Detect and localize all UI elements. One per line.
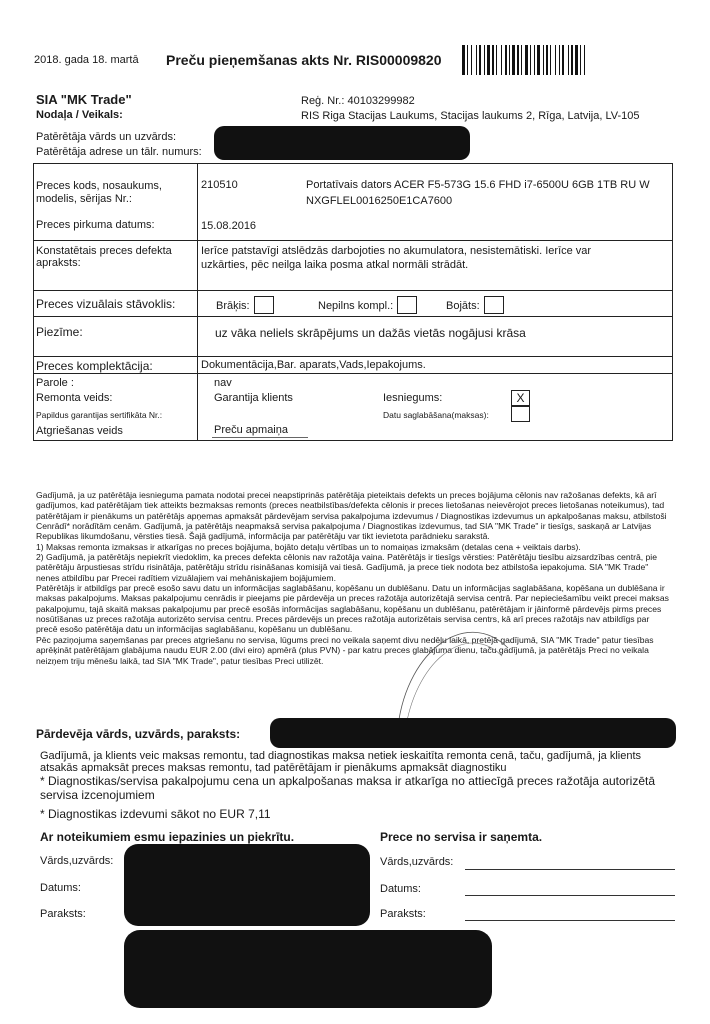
right-signature-label: Paraksts: <box>380 908 426 920</box>
diagnostics-note: Gadījumā, ja klients veic maksas remontu, tad diagnostikas maksa netiek ieskaitīta remonta cenā, taču, gadījumā, ja klients atsakās apmaksāt preces maksas remontu, tad patērētājam ir pienākums apmaksāt diagnostiku <box>40 750 642 774</box>
table-divider <box>33 373 673 374</box>
customer-name-label: Patērētāja vārds un uzvārds: <box>36 131 177 143</box>
incomplete-kit-field <box>318 297 417 315</box>
return-type-label: Atgriešanas veids <box>36 425 123 437</box>
terms-paragraph: Pēc paziņojuma saņemšanas par preces atgriešanu no servisa, lūgums preci no veikala saņemt divu nedēļu laikā, pretējā gadījumā, SIA "MK Trade" patur tiesības aprēķināt patērētājam glabājuma naudu EUR 2.00 (divi eiro) apmērā (plus PVN) - par katru preces glabājuma dienu, taču gadījumā, ja patērētājs Preci no veikala neizņem triju mēnešu laikā, tad SIA "MK Trade", patur tiesības Preci utilizēt. <box>36 634 654 666</box>
barcode <box>462 45 694 75</box>
store-address: RIS Riga Stacijas Laukums, Stacijas laukums 2, Rīga, Latvija, LV-105 <box>301 110 640 122</box>
left-signature-label: Paraksts: <box>40 908 86 920</box>
right-date-label: Datums: <box>380 883 421 895</box>
note-text: uz vāka neliels skrāpējums un dažās vietās nogājusi krāsa <box>215 326 526 340</box>
terms-paragraph: 1) Maksas remonta izmaksas ir atkarīgas no preces bojājuma, bojāto detaļu vērtības un to nomaiņas izmaksām (detalas cena + veiktais darbs). <box>36 541 581 552</box>
purchase-date-label: Preces pirkuma datums: <box>36 219 155 231</box>
damaged-field <box>446 297 504 315</box>
return-type-underline <box>212 437 308 438</box>
purchase-date: 15.08.2016 <box>201 220 257 232</box>
agreement-title: Ar noteikumiem esmu iepazinies un piekrītu. <box>40 830 295 844</box>
note-label: Piezīme: <box>36 325 83 339</box>
password-value: nav <box>214 377 232 389</box>
diagnostics-price-note: * Diagnostikas/servisa pakalpojumu cena un apkalpošanas maksa ir atkarīga no attiecīgā preces ražotāja autorizētā servisa izcenojumiem <box>40 774 656 802</box>
damaged-checkbox[interactable] <box>484 296 504 314</box>
defect-line-1: Ierīce patstavīgi atslēdzās darbojoties no akumulatora, nesistemātiski. Ierīce var <box>201 245 592 257</box>
kit-text: Dokumentācija,Bar. aparats,Vads,Iepakojums. <box>201 359 426 371</box>
redacted-customer-signature <box>124 844 370 926</box>
data-backup-label: Datu saglabāšana(maksas): <box>383 410 489 420</box>
data-backup-checkbox[interactable] <box>511 406 530 422</box>
table-divider <box>33 356 673 357</box>
scratch-field <box>216 297 274 315</box>
terms-paragraph: 2) Gadījumā, ja patērētājs nepiekrīt viedoklim, ka preces defekta cēlonis nav ražotāja vaina. Patērētājs ir tiesīgs vērsties: Patērētāju tiesību aizsardzības centrā, pie patērētāju ārpustiesas strīdu risinātāja, patērētāju strīdu risināšanas komisijā vai tiesā. Gadījumā, ja prece tiek nodota bez atbilstoša iepakojuma. SIA "MK Trade" nenes atbildību par Precei radītiem vizuālajiem vai mehāniskajiem bojājumiem. <box>36 552 657 583</box>
received-title: Prece no servisa ir saņemta. <box>380 830 543 844</box>
table-divider <box>33 240 673 241</box>
left-name-label: Vārds,uzvārds: <box>40 855 114 867</box>
customer-address-label: Patērētāja adrese un tālr. numurs: <box>36 146 202 158</box>
damaged-label: Bojāts: <box>446 299 480 312</box>
password-label: Parole : <box>36 377 74 389</box>
company-name: SIA "MK Trade" <box>36 92 132 107</box>
document-title: Preču pieņemšanas akts Nr. RIS00009820 <box>166 52 442 68</box>
terms-text <box>36 490 672 666</box>
right-name-line[interactable] <box>465 869 675 870</box>
table-divider <box>33 316 673 317</box>
defect-line-2: uzkārties, pēc neilga laika posma atkal normāli strādāt. <box>201 259 469 271</box>
repair-type-value: Garantija klients <box>214 392 293 404</box>
left-date-label: Datums: <box>40 882 81 894</box>
right-date-line[interactable] <box>465 895 675 896</box>
repair-type-label: Remonta veids: <box>36 392 113 404</box>
terms-paragraph: Gadījumā, ja uz patērētāja iesnieguma pamata nodotai precei neapstiprinās patērētāja pieteiktais defekts un preces bojājuma cēlonis nav ražošanas defekts, kā arī gadījumos, kad patērētājam tiek atteikts bezmaksas remonts (preces neatbilstības/defekta cēlonis ir preces lietošanas neievērojot preces lietošanas noteikumus), tad patērētājam ir pienākums un patērētājs apņemas apmaksāt pārdevējam servisa pakalpojuma izdevumus / Diagnostikas izdevumus un apkalpošanas maksu, atbilstoši Cenrādī* norādītām cenām. Gadījumā, ja patērētājs neapmaksā servisa pakalpojuma / Diagnostikas izdevumus, tad SIA "MK Trade" ir tiesīgs, saskaņā ar Latvijas Republikas likumdošanu, vērsties tiesā. Šajā gadījumā, informācija par patērētāju var tikt ievietota parādnieku sarakstā. <box>36 490 667 542</box>
item-code: 210510 <box>201 179 238 191</box>
seller-label: Pārdevēja vārds, uzvārds, paraksts: <box>36 727 241 741</box>
return-type-value: Preču apmaiņa <box>214 424 288 436</box>
item-code-label: Preces kods, nosaukums, modelis, sērijas Nr.: <box>36 180 162 205</box>
redacted-seller-info <box>270 718 676 748</box>
incomplete-kit-checkbox[interactable] <box>397 296 417 314</box>
right-name-label: Vārds,uzvārds: <box>380 856 454 868</box>
item-serial: NXGFLEL0016250E1CA7600 <box>306 195 453 207</box>
submission-checkbox[interactable]: X <box>511 390 530 406</box>
redacted-customer-info <box>214 126 470 160</box>
department-label: Nodaļa / Veikals: <box>36 109 123 121</box>
incomplete-kit-label: Nepilns kompl.: <box>318 299 394 312</box>
scratch-checkbox[interactable] <box>254 296 274 314</box>
redacted-bottom-block <box>124 930 492 1008</box>
warranty-certificate-label: Papildus garantijas sertifikāta Nr.: <box>36 410 163 420</box>
stamp-icon <box>388 608 528 733</box>
terms-paragraph: Patērētājs ir atbildīgs par precē esošo savu datu un informācijas saglabāšanu, kopēšanu un dublēšanu. Datu un informācijas saglabāšana, kopēšana un dublēšana ir maksas pakalpojums. Maksas pakalpojumu cenrādis ir pieejams pie pārdevēja un preces ražotāja autorizētajā servisa centrā. Par nepieciešamību veikt precei maksas pakalpojumu, tajā skaitā maksas pakalpojumu par precē esošās informācijas saglabāšanu, kopēšanu un dublēšanu, patērētājam ir jāinformē pārdevējs pirms preces nosūtīšanas uz preces ražotāja autorizēto servisa centru. Preces pārdevējs un preces ražotāja autorizētais servisa centrs, kā arī preces ražotājs nav atbildīgs par precē esošo patērētāja datu un informācijas saglabāšanu, kopēšanu un dublēšanu. <box>36 583 669 635</box>
registration-number: Reģ. Nr.: 40103299982 <box>301 95 415 107</box>
submission-label: Iesniegums: <box>383 392 443 404</box>
table-divider <box>197 163 198 440</box>
visual-condition-label: Preces vizuālais stāvoklis: <box>36 297 176 311</box>
document-date: 2018. gada 18. martā <box>34 54 139 66</box>
kit-label: Preces komplektācija: <box>36 359 153 373</box>
table-divider <box>33 290 673 291</box>
right-signature-line[interactable] <box>465 920 675 921</box>
defect-label: Konstatētais preces defekta apraksts: <box>36 245 172 269</box>
item-name: Portatīvais dators ACER F5-573G 15.6 FHD i7-6500U 6GB 1TB RU W <box>306 179 650 191</box>
diagnostics-min-note: * Diagnostikas izdevumi sākot no EUR 7,11 <box>40 807 271 821</box>
scratch-label: Brāķis: <box>216 299 250 312</box>
